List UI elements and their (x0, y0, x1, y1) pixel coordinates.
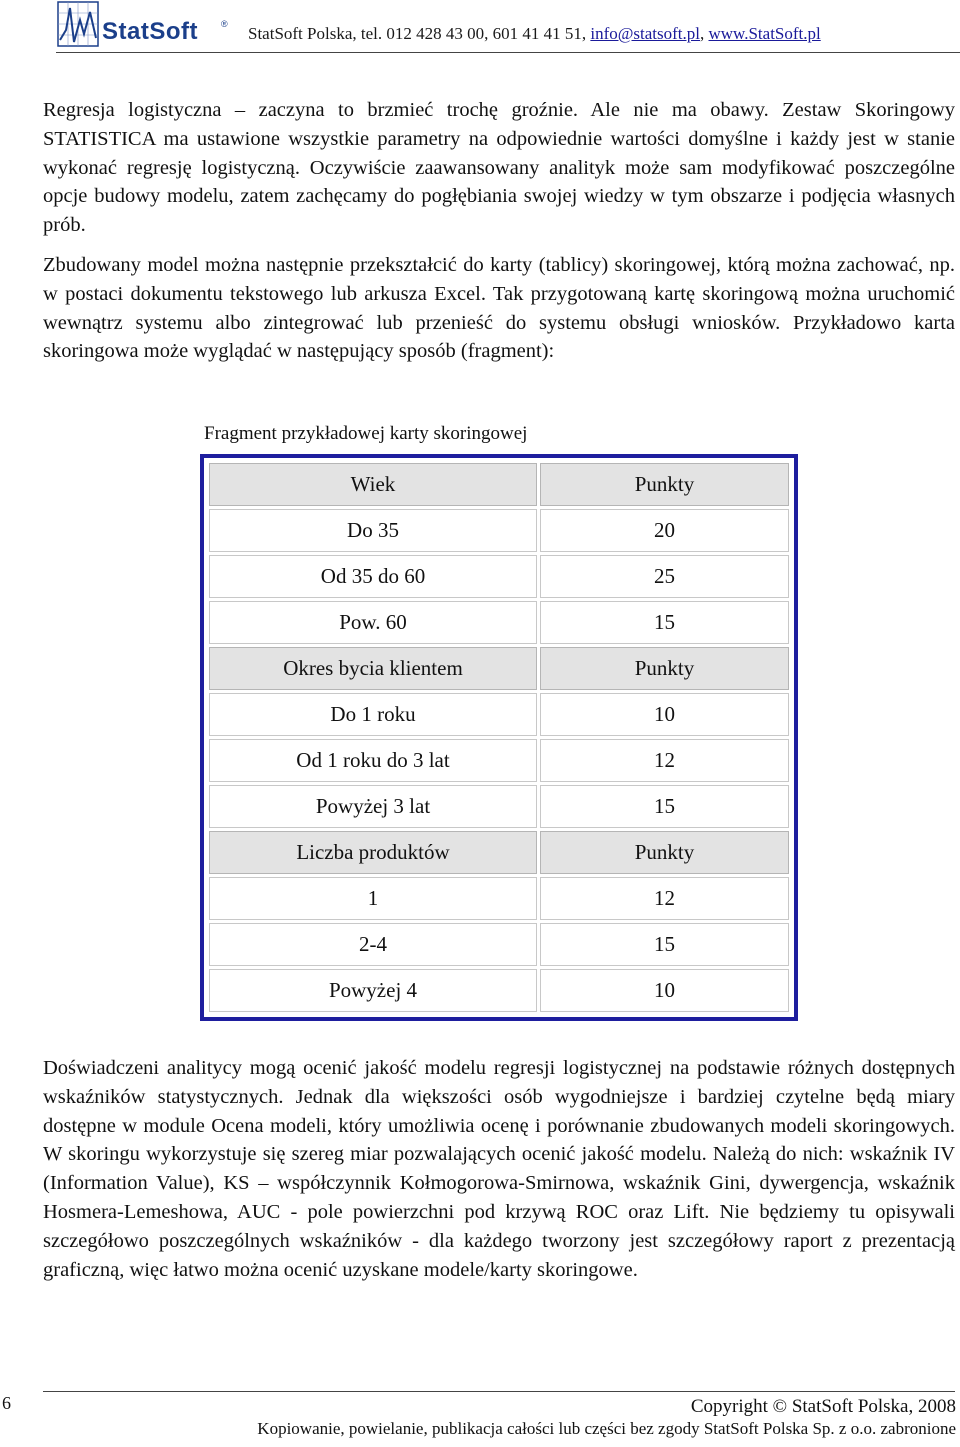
row-points: 25 (540, 555, 789, 598)
row-label: Od 1 roku do 3 lat (209, 739, 537, 782)
table-header-row (209, 463, 789, 506)
row-points: Punkty (540, 831, 789, 874)
table-row (209, 923, 789, 966)
row-label: 1 (209, 877, 537, 920)
paragraph-intro: Regresja logistyczna – zaczyna to brzmieć trochę groźnie. Ale nie ma obawy. Zestaw Skoringowy STATISTICA ma ustawione wszystkie parametry na odpowiednie wartości domyślne i każdy jest w stanie wykonać regresję logistyczną. Oczywiście zaawansowany analityk może sam modyfikować poszczególne opcje budowy modelu, zatem zachęcamy do pogłębiania swojej wiedzy w tym obszarze i podjęcia własnych prób. (43, 99, 955, 237)
scorecard-table (200, 454, 798, 1021)
table-row (209, 739, 789, 782)
email-link[interactable]: info@statsoft.pl (590, 24, 700, 43)
table-row (209, 877, 789, 920)
row-points: 12 (540, 739, 789, 782)
row-points: 12 (540, 877, 789, 920)
header-divider (56, 52, 960, 53)
contact-separator: , (700, 24, 709, 43)
scorecard-table-body (209, 463, 789, 1012)
website-link[interactable]: www.StatSoft.pl (708, 24, 821, 43)
row-points: 15 (540, 601, 789, 644)
row-points: Punkty (540, 463, 789, 506)
logo-wordmark: StatSoft (102, 18, 198, 45)
table-caption: Fragment przykładowej karty skoringowej (204, 423, 528, 444)
row-label: 2-4 (209, 923, 537, 966)
row-points: Punkty (540, 647, 789, 690)
table-row (209, 785, 789, 828)
paragraph-evaluation: Doświadczeni analitycy mogą ocenić jakość modelu regresji logistycznej na podstawie różnych dostępnych wskaźników statystycznych. Jednak dla większości osób wygodniejsze i bardziej czytelne będą miary dostępne w module Ocena modeli, który umożliwia ocenę i porównanie zbudowanych modeli skoringowych. W skoringu wykorzystuje się szereg miar pozwalających ocenić jakość modelu. Należą do nich: wskaźnik IV (Information Value), KS – współczynnik Kołmogorowa-Smirnowa, wskaźnik Gini, dywergencja, wskaźnik Hosmera-Lemeshowa, AUC - pole powierzchni pod krzywą ROC oraz Lift. Nie będziemy tu opisywali szczegółowo poszczególnych wskaźników - dla każdego tworzony jest szczegółowy raport z prezentacją graficzną, więc łatwo można ocenić uzyskane modele/karty skoringowe. (43, 1057, 955, 1281)
row-points: 10 (540, 969, 789, 1012)
row-label: Pow. 60 (209, 601, 537, 644)
contact-text: StatSoft Polska, tel. 012 428 43 00, 601 41 41 51, (248, 24, 591, 43)
row-points: 15 (540, 923, 789, 966)
paragraph-scorecard: Zbudowany model można następnie przekształcić do karty (tablicy) skoringowej, którą można zachować, np. w postaci dokumentu tekstowego lub arkusza Excel. Tak przygotowaną kartę skoringową można uruchomić wewnątrz systemu albo zintegrować lub przenieść do systemu obsługi wniosków. Przykładowo karta skoringowa może wyglądać w następujący sposób (fragment): (43, 254, 955, 363)
copyright-text: Copyright © StatSoft Polska, 2008 (690, 1396, 956, 1417)
row-label: Do 35 (209, 509, 537, 552)
table-header-row (209, 831, 789, 874)
row-points: 20 (540, 509, 789, 552)
row-label: Liczba produktów (209, 831, 537, 874)
table-row (209, 601, 789, 644)
registered-mark: ® (221, 19, 228, 29)
row-points: 15 (540, 785, 789, 828)
table-row (209, 555, 789, 598)
row-label: Wiek (209, 463, 537, 506)
footer-divider (43, 1391, 955, 1392)
page-header (0, 0, 960, 60)
header-contact (248, 24, 821, 44)
table-header-row (209, 647, 789, 690)
copy-restriction-note: Kopiowanie, powielanie, publikacja całości lub części bez zgody StatSoft Polska Sp. z o.o. zabronione (257, 1419, 956, 1438)
row-label: Powyżej 4 (209, 969, 537, 1012)
row-points: 10 (540, 693, 789, 736)
row-label: Okres bycia klientem (209, 647, 537, 690)
table-row (209, 969, 789, 1012)
table-row (209, 693, 789, 736)
row-label: Do 1 roku (209, 693, 537, 736)
row-label: Powyżej 3 lat (209, 785, 537, 828)
table-row (209, 509, 789, 552)
page-number: 6 (2, 1393, 11, 1413)
row-label: Od 35 do 60 (209, 555, 537, 598)
